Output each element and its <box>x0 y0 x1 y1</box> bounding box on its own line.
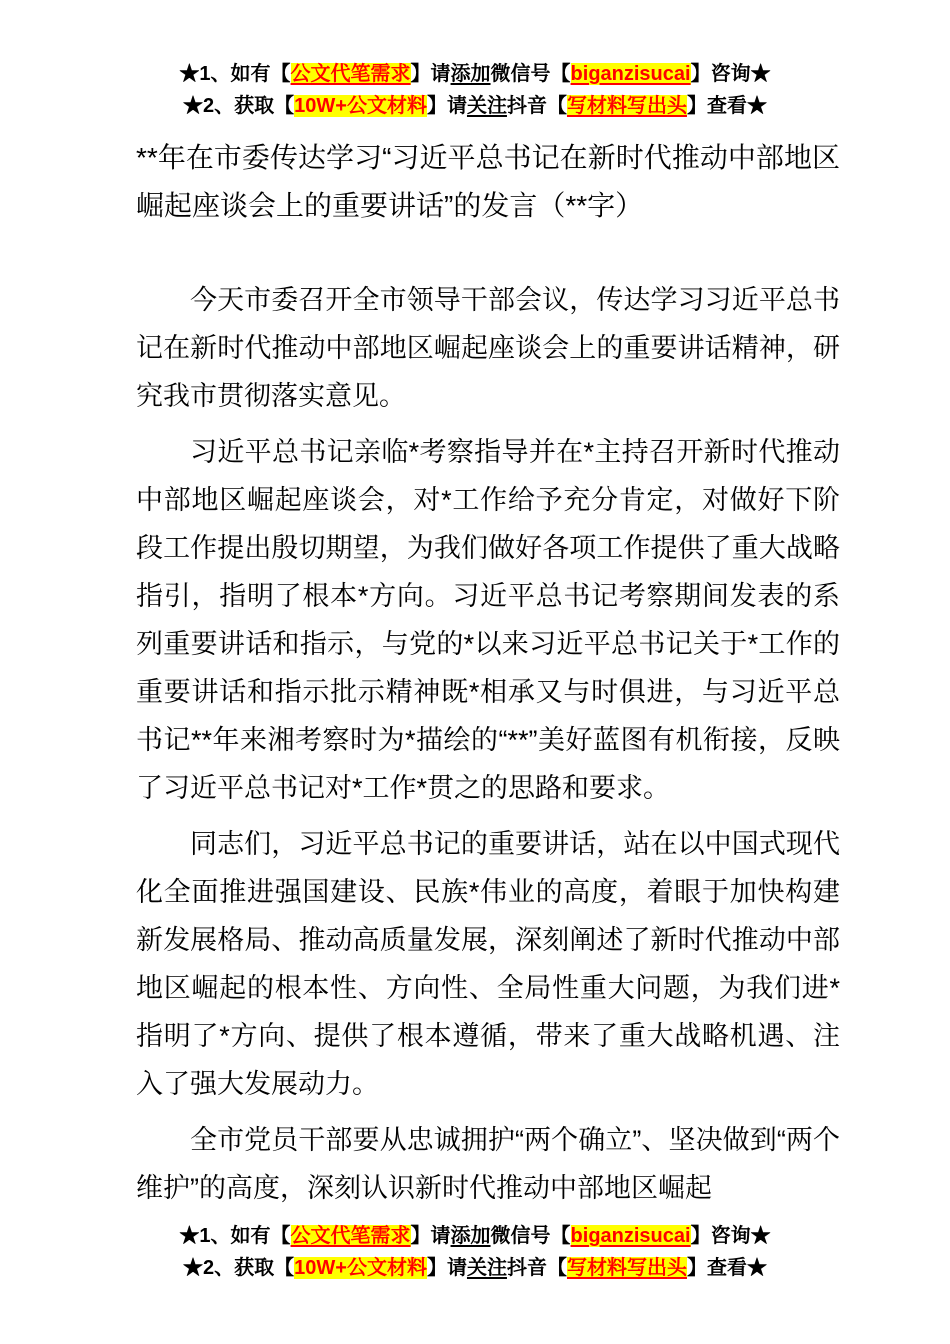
promo-text: 】请 <box>410 1225 451 1247</box>
header-promo-line-2 <box>0 90 950 122</box>
promo-text: ★1、如有【 <box>179 63 291 85</box>
promo-text: 】请 <box>426 1257 467 1279</box>
promo-underline-follow: 关注 <box>466 1257 507 1279</box>
promo-highlight-materials: 10W+公文材料 <box>294 1257 427 1279</box>
document-body <box>136 276 840 1220</box>
promo-wechat-id: biganzisucai <box>570 1225 691 1247</box>
footer-promo-notice <box>0 1220 950 1284</box>
header-promo-line-1 <box>0 58 950 90</box>
promo-text: 抖音【 <box>506 95 567 117</box>
promo-highlight-writing-service: 公文代笔需求 <box>290 1225 411 1247</box>
promo-text: 】请 <box>410 63 451 85</box>
promo-underline-add: 添加 <box>450 1225 491 1247</box>
promo-text: ★2、获取【 <box>183 1257 295 1279</box>
body-paragraph: 同志们，习近平总书记的重要讲话，站在以中国式现代化全面推进强国建设、民族*伟业的高度，着眼于加快构建新发展格局、推动高质量发展，深刻阐述了新时代推动中部地区崛起的根本性、方向性、全局性重大问题，为我们进*指明了*方向、提供了根本遵循，带来了重大战略机遇、注入了强大发展动力。 <box>136 829 840 1099</box>
promo-text: ★1、如有【 <box>179 1225 291 1247</box>
footer-promo-line-2 <box>0 1252 950 1284</box>
document-title: **年在市委传达学习“习近平总书记在新时代推动中部地区崛起座谈会上的重要讲话”的发言（**字） <box>136 142 840 221</box>
promo-text: ★2、获取【 <box>183 95 295 117</box>
header-promo-notice <box>0 58 950 122</box>
promo-underline-follow: 关注 <box>466 95 507 117</box>
promo-text: 微信号【 <box>490 63 571 85</box>
promo-text: 】查看★ <box>686 1257 767 1279</box>
promo-text: 】请 <box>426 95 467 117</box>
promo-highlight-writing-service: 公文代笔需求 <box>290 63 411 85</box>
promo-text: 】咨询★ <box>690 63 771 85</box>
promo-text: 】查看★ <box>686 95 767 117</box>
promo-text: 抖音【 <box>506 1257 567 1279</box>
body-paragraph: 全市党员干部要从忠诚拥护“两个确立”、坚决做到“两个维护”的高度，深刻认识新时代推动中部地区崛起 <box>136 1125 840 1203</box>
promo-text: 微信号【 <box>490 1225 571 1247</box>
promo-wechat-id: biganzisucai <box>570 63 691 85</box>
footer-promo-line-1 <box>0 1220 950 1252</box>
promo-text: 】咨询★ <box>690 1225 771 1247</box>
promo-douyin-id: 写材料写出头 <box>566 95 687 117</box>
body-paragraph: 习近平总书记亲临*考察指导并在*主持召开新时代推动中部地区崛起座谈会，对*工作给予充分肯定，对做好下阶段工作提出殷切期望，为我们做好各项工作提供了重大战略指引，指明了根本*方向。习近平总书记考察期间发表的系列重要讲话和指示，与党的*以来习近平总书记关于*工作的重要讲话和指示批示精神既*相承又与时俱进，与习近平总书记**年来湘考察时为*描绘的“**”美好蓝图有机衔接，反映了习近平总书记对*工作*贯之的思路和要求。 <box>136 437 840 803</box>
promo-highlight-materials: 10W+公文材料 <box>294 95 427 117</box>
promo-douyin-id: 写材料写出头 <box>566 1257 687 1279</box>
body-paragraph: 今天市委召开全市领导干部会议，传达学习习近平总书记在新时代推动中部地区崛起座谈会上的重要讲话精神，研究我市贯彻落实意见。 <box>136 285 840 411</box>
promo-underline-add: 添加 <box>450 63 491 85</box>
